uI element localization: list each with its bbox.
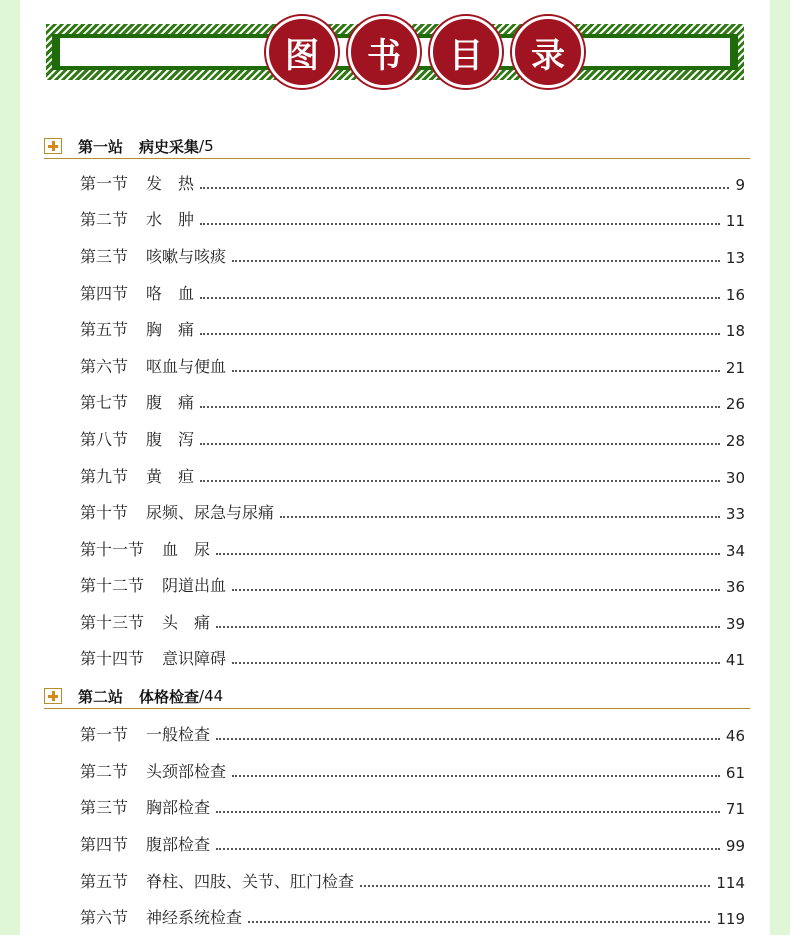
toc-entry[interactable] bbox=[80, 574, 745, 596]
dot-leader bbox=[232, 260, 720, 262]
entry-title: 咳嗽与咳痰 bbox=[146, 247, 227, 266]
entry-number: 第十四节 bbox=[80, 649, 145, 668]
entry-number: 第五节 bbox=[80, 872, 129, 891]
entry-number: 第四节 bbox=[80, 835, 129, 854]
dot-leader bbox=[200, 223, 720, 225]
entry-page: 39 bbox=[725, 615, 745, 633]
banner-title bbox=[266, 16, 584, 88]
entry-page: 46 bbox=[725, 727, 745, 745]
entry-page: 41 bbox=[725, 651, 745, 669]
dot-leader bbox=[232, 589, 720, 591]
entry-title: 胸部检查 bbox=[146, 798, 211, 817]
entry-title: 头 痛 bbox=[162, 613, 211, 632]
section-label: 第二站 bbox=[78, 687, 124, 706]
dot-leader bbox=[200, 187, 729, 189]
dot-leader bbox=[248, 921, 710, 923]
banner-char: 图 bbox=[266, 16, 338, 88]
section-title bbox=[78, 686, 199, 707]
toc-page bbox=[20, 0, 770, 935]
entry-title: 血 尿 bbox=[162, 540, 211, 559]
entry-page: 71 bbox=[725, 800, 745, 818]
entry-number: 第十节 bbox=[80, 503, 129, 522]
dot-leader bbox=[200, 333, 720, 335]
entry-number: 第三节 bbox=[80, 247, 129, 266]
entry-title: 尿频、尿急与尿痛 bbox=[146, 503, 275, 522]
entry-title: 腹部检查 bbox=[146, 835, 211, 854]
dot-leader bbox=[200, 443, 720, 445]
dot-leader bbox=[216, 626, 720, 628]
toc-entry[interactable] bbox=[80, 906, 745, 928]
plus-icon bbox=[44, 138, 62, 154]
dot-leader bbox=[200, 297, 720, 299]
entry-page: 9 bbox=[735, 176, 745, 194]
dot-leader bbox=[216, 738, 720, 740]
dot-leader bbox=[232, 662, 720, 664]
entry-page: 36 bbox=[725, 578, 745, 596]
entry-title: 腹 泻 bbox=[146, 430, 195, 449]
section-header-1 bbox=[44, 134, 750, 159]
toc-entry[interactable] bbox=[80, 723, 745, 745]
entry-number: 第三节 bbox=[80, 798, 129, 817]
entry-number: 第十二节 bbox=[80, 576, 145, 595]
entry-page: 61 bbox=[725, 764, 745, 782]
section-page: /44 bbox=[199, 687, 224, 705]
toc-entry[interactable] bbox=[80, 538, 745, 560]
entry-title: 神经系统检查 bbox=[146, 908, 243, 927]
dot-leader bbox=[216, 848, 720, 850]
entry-page: 119 bbox=[716, 910, 745, 928]
toc-entry[interactable] bbox=[80, 355, 745, 377]
toc-entry[interactable] bbox=[80, 796, 745, 818]
toc-entry[interactable] bbox=[80, 870, 745, 892]
dot-leader bbox=[360, 885, 710, 887]
dot-leader bbox=[216, 553, 720, 555]
entry-page: 13 bbox=[725, 249, 745, 267]
entry-title: 脊柱、四肢、关节、肛门检查 bbox=[146, 872, 355, 891]
banner-char: 书 bbox=[348, 16, 420, 88]
entry-title: 呕血与便血 bbox=[146, 357, 227, 376]
dot-leader bbox=[232, 775, 720, 777]
entry-number: 第六节 bbox=[80, 908, 129, 927]
entry-page: 34 bbox=[725, 542, 745, 560]
section-label: 第一站 bbox=[78, 137, 124, 156]
dot-leader bbox=[200, 480, 720, 482]
dot-leader bbox=[232, 370, 720, 372]
entry-number: 第一节 bbox=[80, 725, 129, 744]
entry-page: 11 bbox=[725, 212, 745, 230]
entry-title: 发 热 bbox=[146, 174, 195, 193]
entry-title: 咯 血 bbox=[146, 284, 195, 303]
toc-entry[interactable] bbox=[80, 282, 745, 304]
entry-title: 黄 疸 bbox=[146, 467, 195, 486]
dot-leader bbox=[216, 811, 720, 813]
entry-number: 第八节 bbox=[80, 430, 129, 449]
entry-number: 第五节 bbox=[80, 320, 129, 339]
entry-page: 16 bbox=[725, 286, 745, 304]
dot-leader bbox=[280, 516, 720, 518]
toc-entry[interactable] bbox=[80, 172, 745, 194]
entry-title: 腹 痛 bbox=[146, 393, 195, 412]
toc-entry[interactable] bbox=[80, 647, 745, 669]
toc-entry[interactable] bbox=[80, 391, 745, 413]
entry-number: 第二节 bbox=[80, 210, 129, 229]
entry-number: 第十三节 bbox=[80, 613, 145, 632]
section-name: 体格检查 bbox=[139, 687, 200, 706]
section-page: /5 bbox=[199, 137, 214, 155]
entry-title: 意识障碍 bbox=[162, 649, 227, 668]
entry-page: 18 bbox=[725, 322, 745, 340]
plus-icon bbox=[44, 688, 62, 704]
section-header-2 bbox=[44, 684, 750, 709]
dot-leader bbox=[200, 406, 720, 408]
banner-char: 录 bbox=[512, 16, 584, 88]
entry-number: 第十一节 bbox=[80, 540, 145, 559]
entry-number: 第一节 bbox=[80, 174, 129, 193]
entry-page: 21 bbox=[725, 359, 745, 377]
toc-entry[interactable] bbox=[80, 611, 745, 633]
section-name: 病史采集 bbox=[139, 137, 200, 156]
toc-entry[interactable] bbox=[80, 501, 745, 523]
toc-entry[interactable] bbox=[80, 245, 745, 267]
entry-page: 33 bbox=[725, 505, 745, 523]
entry-page: 26 bbox=[725, 395, 745, 413]
banner-char: 目 bbox=[430, 16, 502, 88]
entry-title: 水 肿 bbox=[146, 210, 195, 229]
toc-entry[interactable] bbox=[80, 833, 745, 855]
entry-page: 30 bbox=[725, 469, 745, 487]
toc-entry[interactable] bbox=[80, 428, 745, 450]
entry-title: 胸 痛 bbox=[146, 320, 195, 339]
toc-entry[interactable] bbox=[80, 465, 745, 487]
entry-number: 第七节 bbox=[80, 393, 129, 412]
toc-entry[interactable] bbox=[80, 760, 745, 782]
entry-title: 头颈部检查 bbox=[146, 762, 227, 781]
entry-title: 阴道出血 bbox=[162, 576, 227, 595]
entry-page: 114 bbox=[716, 874, 745, 892]
toc-entry[interactable] bbox=[80, 318, 745, 340]
entry-number: 第九节 bbox=[80, 467, 129, 486]
entry-number: 第四节 bbox=[80, 284, 129, 303]
toc-entry[interactable] bbox=[80, 208, 745, 230]
entry-page: 99 bbox=[725, 837, 745, 855]
entry-number: 第六节 bbox=[80, 357, 129, 376]
entry-title: 一般检查 bbox=[146, 725, 211, 744]
section-title bbox=[78, 136, 199, 157]
toc-banner bbox=[46, 24, 744, 80]
entry-page: 28 bbox=[725, 432, 745, 450]
entry-number: 第二节 bbox=[80, 762, 129, 781]
